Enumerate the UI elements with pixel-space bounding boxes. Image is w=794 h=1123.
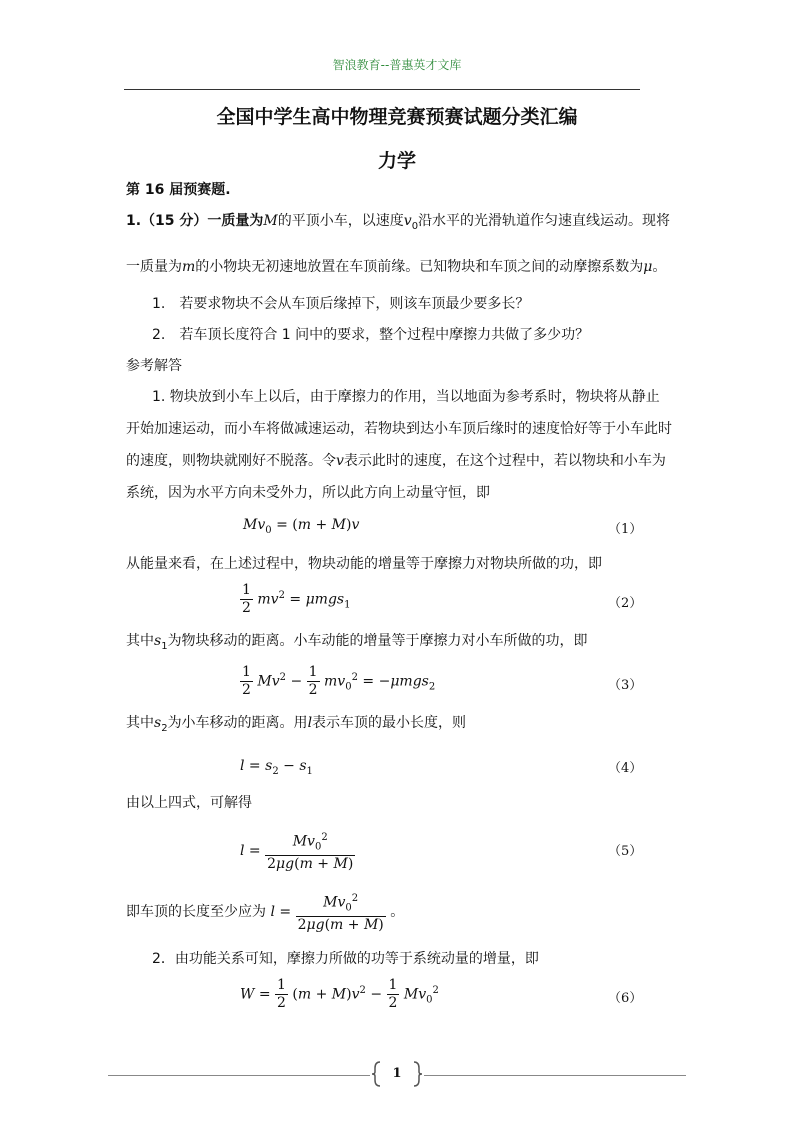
- answer-text: 从能量来看，在上述过程中，物块动能的增量等于摩擦力对物块所做的功，即: [126, 556, 602, 572]
- answer-conclusion: 即车顶的长度至少应为 l = $\frac{Mv_0^2}{2\mu g(m + M)}$ 。: [126, 890, 404, 934]
- page-subtitle: 力学: [377, 150, 416, 172]
- equation-number: （6）: [608, 991, 643, 1006]
- answer-paragraph-line: 系统，因为水平方向未受外力，所以此方向上动量守恒，即: [126, 485, 490, 501]
- answer-paragraph-line: 开始加速运动，而小车将做减速运动，若物块到达小车顶后缘时的速度恰好等于小车此时: [126, 421, 672, 437]
- equation-5: l = $\frac{Mv_0^2}{2\mu g(m + M)}$: [240, 829, 355, 873]
- document-header: 智浪教育--普惠英才文库: [332, 58, 462, 72]
- header-rule: [124, 89, 640, 90]
- equation-number: （1）: [608, 522, 643, 537]
- equation-3: $\frac{1}{2}$ $Mv^2$ − $\frac{1}{2}$ $mv_0^2 = -\mu mgs_2$: [242, 664, 436, 698]
- footer-rule-left: [108, 1075, 370, 1076]
- answer-paragraph-line: 1. 物块放到小车上以后，由于摩擦力的作用，当以地面为参考系时，物块将从静止: [152, 389, 660, 405]
- problem-line-1: 1.（15 分）一质量为M的平顶小车，以速度$v_0$沿水平的光滑轨道作匀速直线运动。现将: [126, 213, 671, 232]
- answer-text: 由以上四式，可解得: [126, 795, 252, 811]
- equation-number: （3）: [608, 678, 643, 693]
- question-2: 2. 若车顶长度符合 1 问中的要求，整个过程中摩擦力共做了多少功？: [152, 327, 590, 343]
- equation-2: $\frac{1}{2}$ $mv^2 = \mu mgs_1$: [242, 582, 351, 616]
- answer-label: 参考解答: [126, 358, 182, 374]
- section-label: 第 16 届预赛题.: [126, 182, 231, 198]
- question-1: 1. 若要求物块不会从车顶后缘掉下，则该车顶最少要多长？: [152, 296, 530, 312]
- equation-number: （4）: [608, 761, 643, 776]
- equation-number: （5）: [608, 844, 643, 859]
- equation-1: $Mv_0 = (m + M)v$: [243, 517, 360, 536]
- equation-6: W = $\frac{1}{2}$ $(m + M)v^2$ − $\frac{1}{2}$ $Mv_0^2$: [240, 977, 439, 1011]
- answer-paragraph-line: 的速度，则物块就刚好不脱落。令v表示此时的速度，在这个过程中，若以物块和小车为: [126, 453, 666, 469]
- answer-text: 其中$s_1$为物块移动的距离。小车动能的增量等于摩擦力对小车所做的功，即: [126, 633, 588, 652]
- answer-text: 其中$s_2$为小车移动的距离。用l表示车顶的最小长度，则: [126, 715, 467, 734]
- problem-line-2: 一质量为m的小物块无初速地放置在车顶前缘。已知物块和车顶之间的动摩擦系数为μ。: [126, 259, 667, 275]
- footer-rule-right: [424, 1075, 686, 1076]
- equation-number: （2）: [608, 596, 643, 611]
- page-number: 1: [372, 1060, 422, 1088]
- equation-4: $l = s_2 - s_1$: [240, 758, 313, 777]
- answer-part-2: 2．由功能关系可知，摩擦力所做的功等于系统动量的增量，即: [152, 951, 539, 967]
- page-title: 全国中学生高中物理竞赛预赛试题分类汇编: [216, 106, 578, 128]
